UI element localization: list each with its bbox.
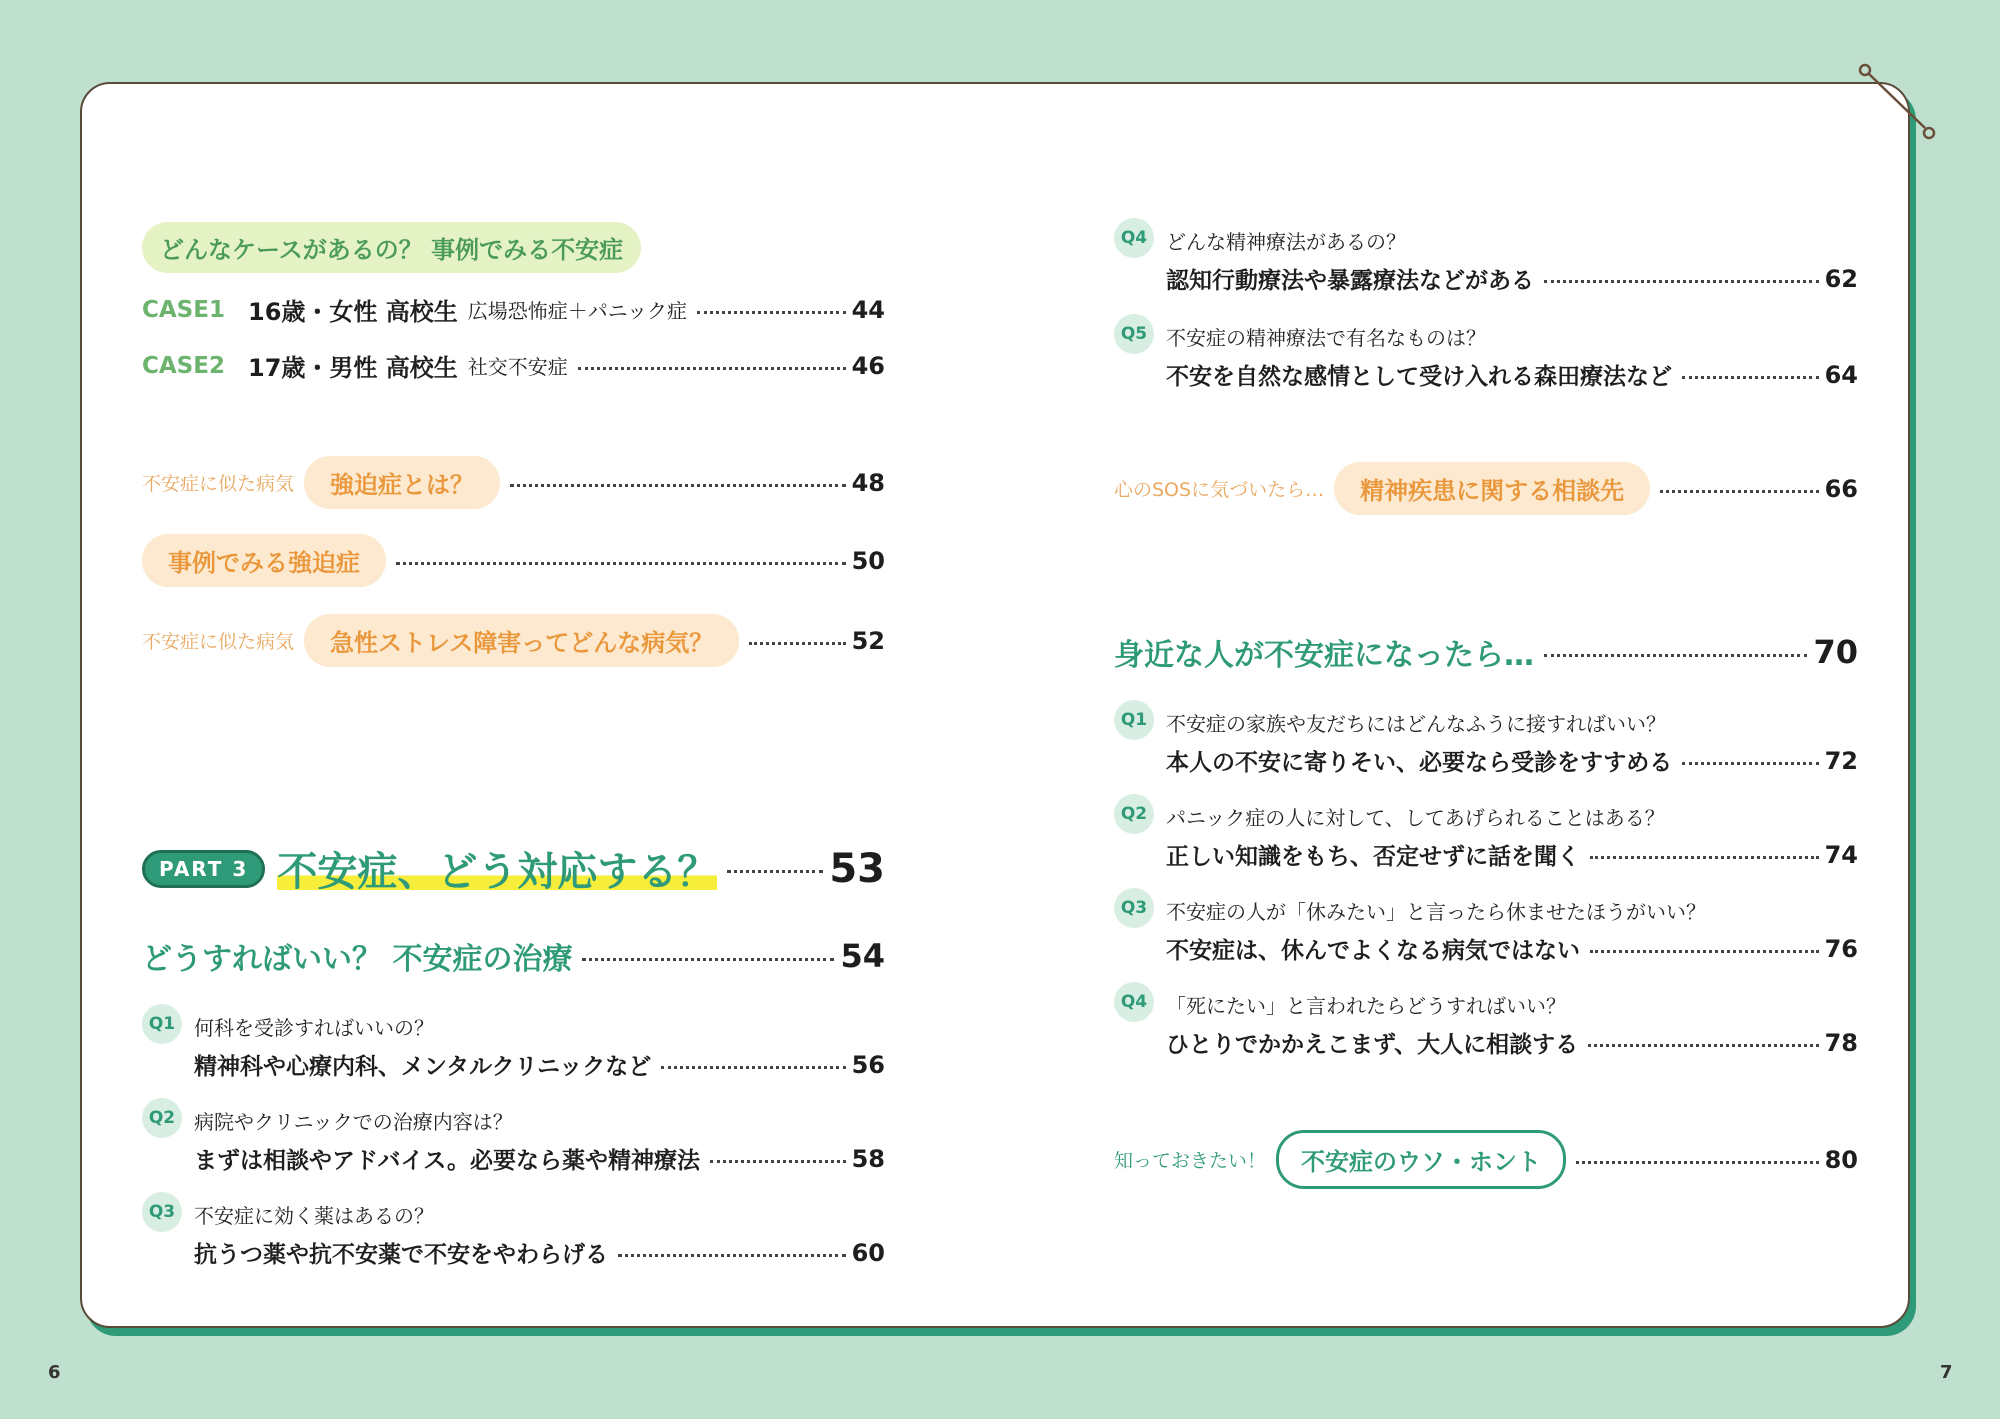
answer-text: まずは相談やアドバイス。必要なら薬や精神療法	[194, 1148, 700, 1174]
case-sub: 社交不安症	[467, 355, 568, 379]
page-number: 53	[829, 845, 885, 892]
entry-title: 精神疾患に関する相談先	[1334, 462, 1650, 515]
leader-dots	[1544, 654, 1807, 657]
answer-text: 認知行動療法や暴露療法などがある	[1166, 268, 1534, 294]
toc-entry-ocd-case[interactable]	[142, 534, 885, 587]
question-text: どんな精神療法があるの？	[1166, 230, 1406, 254]
answer-text: 不安症は、休んでよくなる病気ではない	[1166, 938, 1580, 964]
question-text: 病院やクリニックでの治療内容は？	[194, 1110, 513, 1134]
toc-entry-right-q3[interactable]	[1166, 932, 1858, 965]
question-text: パニック症の人に対して、してあげられることはある？	[1166, 806, 1665, 830]
question-badge: Q2	[1114, 794, 1154, 834]
leader-dots	[661, 1066, 845, 1069]
part-title: 不安症、どう対応する？	[277, 840, 717, 897]
question-text: 不安症に効く薬はあるの？	[194, 1204, 434, 1228]
toc-section-close-person[interactable]	[1114, 630, 1858, 674]
entry-title: 不安症のウソ・ホント	[1276, 1130, 1566, 1189]
answer-text: 不安を自然な感情として受け入れる森田療法など	[1166, 364, 1672, 390]
part-badge: PART 3	[142, 850, 265, 888]
question-text: 不安症の家族や友だちにはどんなふうに接すればいい？	[1166, 712, 1666, 736]
toc-entry-right-q1[interactable]	[1166, 744, 1858, 777]
toc-entry-asd[interactable]	[142, 614, 885, 667]
answer-text: 正しい知識をもち、否定せずに話を聞く	[1166, 844, 1580, 870]
toc-entry-truth[interactable]	[1114, 1130, 1858, 1189]
case-main: 16歳・女性 高校生	[248, 298, 458, 326]
case-main: 17歳・男性 高校生	[248, 354, 458, 382]
toc-entry-left-q3[interactable]	[194, 1236, 885, 1269]
entry-prefix: 心のSOSに気づいたら…	[1114, 479, 1325, 501]
toc-entry-right-q5[interactable]	[1166, 358, 1858, 391]
question-badge: Q4	[1114, 218, 1154, 258]
page-number: 56	[851, 1050, 885, 1079]
cases-header: どんなケースがあるの？ 事例でみる不安症	[142, 222, 641, 273]
answer-text: 本人の不安に寄りそい、必要なら受診をすすめる	[1166, 750, 1673, 776]
page-number: 70	[1813, 633, 1858, 671]
entry-prefix: 不安症に似た病気	[142, 473, 295, 495]
toc-entry-right-q2[interactable]	[1166, 838, 1858, 871]
page-number: 58	[851, 1144, 885, 1173]
page-number: 54	[840, 937, 885, 975]
answer-text: 抗うつ薬や抗不安薬で不安をやわらげる	[194, 1242, 608, 1268]
case-label: CASE2	[142, 352, 225, 379]
page-number: 48	[851, 468, 885, 497]
leader-dots	[578, 367, 846, 370]
entry-title: 急性ストレス障害ってどんな病気？	[304, 614, 739, 667]
leader-dots	[510, 484, 846, 487]
question-badge: Q1	[142, 1004, 182, 1044]
section-title: 身近な人が不安症になったら…	[1114, 638, 1534, 673]
leader-dots	[1682, 762, 1818, 765]
toc-section-treatment[interactable]	[142, 934, 885, 978]
entry-title: 強迫症とは？	[304, 456, 500, 509]
toc-entry-case1[interactable]	[142, 292, 885, 327]
leader-dots	[1660, 490, 1819, 493]
toc-entry-case2[interactable]	[142, 348, 885, 383]
question-text: 不安症の人が「休みたい」と言ったら休ませたほうがいい？	[1166, 900, 1706, 924]
toc-entry-right-q4-top[interactable]	[1166, 262, 1858, 295]
answer-text: ひとりでかかえこまず、大人に相談する	[1166, 1032, 1579, 1058]
page-number: 46	[851, 351, 885, 380]
toc-entry-right-q4[interactable]	[1166, 1026, 1858, 1059]
page-number: 66	[1824, 474, 1858, 503]
answer-text: 精神科や心療内科、メンタルクリニックなど	[194, 1054, 652, 1080]
leader-dots	[710, 1160, 846, 1163]
question-badge: Q3	[142, 1192, 182, 1232]
question-badge: Q2	[142, 1098, 182, 1138]
toc-entry-left-q2[interactable]	[194, 1142, 885, 1175]
page-number: 78	[1824, 1028, 1858, 1057]
question-text: 「死にたい」と言われたらどうすればいい？	[1166, 994, 1566, 1018]
page-number: 74	[1824, 840, 1858, 869]
section-title: どうすればいい？ 不安症の治療	[142, 942, 573, 977]
case-label: CASE1	[142, 296, 225, 323]
page-number-left: 6	[48, 1362, 61, 1383]
page-number: 52	[851, 626, 885, 655]
toc-entry-ocd[interactable]	[142, 456, 885, 509]
question-badge: Q1	[1114, 700, 1154, 740]
leader-dots	[749, 642, 845, 645]
toc-entry-consult[interactable]	[1114, 462, 1858, 515]
question-text: 不安症の精神療法で有名なものは？	[1166, 326, 1486, 350]
leader-dots	[1576, 1161, 1819, 1164]
page-number-right: 7	[1940, 1362, 1953, 1383]
entry-prefix: 不安症に似た病気	[142, 631, 295, 653]
question-text: 何科を受診すればいいの？	[194, 1016, 434, 1040]
leader-dots	[1590, 950, 1819, 953]
page-number: 76	[1824, 934, 1858, 963]
page-number: 60	[851, 1238, 885, 1267]
page-number: 64	[1824, 360, 1858, 389]
page-number: 72	[1824, 746, 1858, 775]
question-badge: Q3	[1114, 888, 1154, 928]
leader-dots	[1682, 376, 1819, 379]
case-sub: 広場恐怖症＋パニック症	[467, 299, 687, 323]
page-number: 80	[1824, 1145, 1858, 1174]
toc-entry-left-q1[interactable]	[194, 1048, 885, 1081]
leader-dots	[396, 562, 846, 565]
leader-dots	[582, 958, 834, 961]
leader-dots	[697, 311, 846, 314]
leader-dots	[1590, 856, 1819, 859]
page-number: 50	[851, 546, 885, 575]
toc-part3[interactable]	[142, 840, 885, 897]
leader-dots	[1588, 1044, 1818, 1047]
leader-dots	[618, 1254, 846, 1257]
question-badge: Q5	[1114, 314, 1154, 354]
entry-prefix: 知っておきたい！	[1114, 1150, 1267, 1172]
page-number: 44	[851, 295, 885, 324]
entry-title: 事例でみる強迫症	[142, 534, 386, 587]
question-badge: Q4	[1114, 982, 1154, 1022]
leader-dots	[1544, 280, 1819, 283]
string-decoration-icon	[1840, 58, 1940, 158]
leader-dots	[727, 870, 823, 873]
cases-header-row	[142, 222, 641, 273]
page-number: 62	[1824, 264, 1858, 293]
